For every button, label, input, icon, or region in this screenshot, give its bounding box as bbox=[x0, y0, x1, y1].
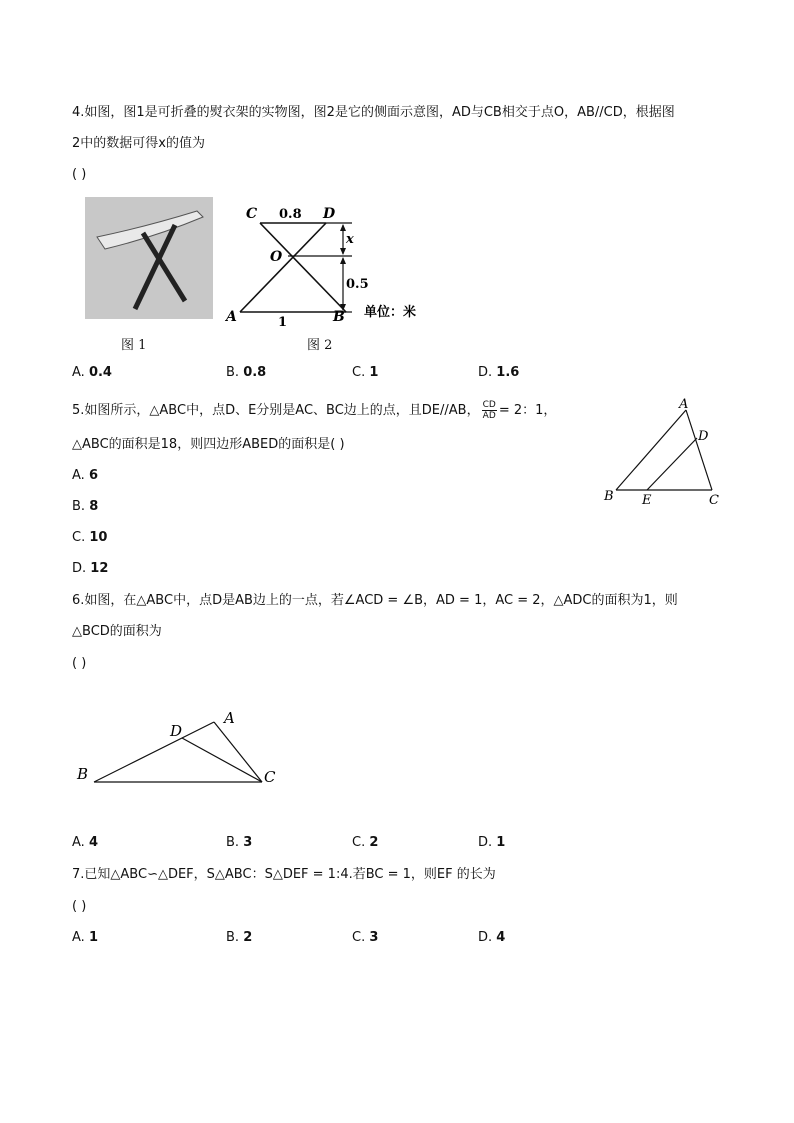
q6-label-D: D bbox=[170, 722, 183, 740]
q4-answer-paren: ( ) bbox=[72, 167, 87, 182]
diagram-label-O: O bbox=[270, 249, 283, 265]
q4-option-d: D. 1.6 bbox=[478, 365, 520, 380]
q5-text-line1-a: 如图所示，△ABC中，点D、E分别是AC、BC边上的点，且DE//AB， bbox=[84, 403, 480, 418]
q6-option-c: C. 2 bbox=[352, 835, 379, 850]
diagram-label-C: C bbox=[246, 206, 258, 222]
q7-option-b: B. 2 bbox=[226, 930, 253, 945]
q5-fraction: $\frac{CD}{AD}$ bbox=[482, 400, 496, 421]
q4-number: 4. bbox=[72, 105, 85, 120]
q4-option-a: A. 0.4 bbox=[72, 365, 112, 380]
q5-stem-line2: △ABC的面积是18，则四边形ABED的面积是( ) bbox=[72, 437, 345, 452]
q5-option-a: A. 6 bbox=[72, 468, 98, 483]
q6-stem-line1 bbox=[72, 592, 678, 610]
q5-label-E: E bbox=[642, 493, 652, 508]
diagram-label-B: B bbox=[333, 309, 345, 325]
q4-stem-line2: 2中的数据可得x的值为 bbox=[72, 136, 205, 151]
diagram-label-top-length: 0.8 bbox=[279, 207, 302, 222]
ironing-board-diagram bbox=[222, 200, 432, 328]
q5-option-c: C. 10 bbox=[72, 530, 108, 545]
q5-label-C: C bbox=[709, 493, 719, 508]
q7-number: 7. bbox=[72, 867, 85, 882]
q7-text-line1: 已知△ABC∽△DEF，S△ABC：S△DEF = 1:4.若BC = 1，则EF 的长为 bbox=[84, 867, 496, 882]
diagram-label-right-length: 0.5 bbox=[346, 277, 369, 292]
q5-number: 5. bbox=[72, 403, 85, 418]
q7-option-c: C. 3 bbox=[352, 930, 379, 945]
fig1-caption: 图 1 bbox=[121, 338, 147, 353]
q6-answer-paren: ( ) bbox=[72, 656, 87, 671]
q5-label-B: B bbox=[604, 489, 614, 504]
q5-option-d: D. 12 bbox=[72, 561, 109, 576]
q4-option-c: C. 1 bbox=[352, 365, 379, 380]
q5-label-D: D bbox=[698, 429, 709, 444]
q7-option-a: A. 1 bbox=[72, 930, 98, 945]
q6-label-B: B bbox=[77, 765, 89, 783]
fig2-caption: 图 2 bbox=[307, 338, 333, 353]
diagram-label-D: D bbox=[323, 206, 336, 222]
q7-answer-paren: ( ) bbox=[72, 899, 87, 914]
q5-option-b: B. 8 bbox=[72, 499, 99, 514]
q7-option-d: D. 4 bbox=[478, 930, 506, 945]
q5-label-A: A bbox=[679, 397, 689, 412]
diagram-label-A: A bbox=[226, 309, 237, 325]
diagram-unit-label: 单位：米 bbox=[364, 305, 417, 320]
q5-text-line1-b: = 2：1， bbox=[498, 403, 557, 418]
diagram-label-bottom-length: 1 bbox=[278, 315, 288, 328]
q6-option-b: B. 3 bbox=[226, 835, 253, 850]
q6-option-d: D. 1 bbox=[478, 835, 506, 850]
q6-number: 6. bbox=[72, 593, 85, 608]
q6-triangle-figure bbox=[72, 704, 292, 794]
q6-label-A: A bbox=[224, 709, 235, 727]
q5-stem-line1 bbox=[72, 400, 556, 421]
q6-stem-line2: △BCD的面积为 bbox=[72, 624, 162, 639]
q4-option-b: B. 0.8 bbox=[226, 365, 267, 380]
ironing-board-photo bbox=[85, 197, 213, 319]
q6-text-line1: 如图，在△ABC中，点D是AB边上的一点，若∠ACD = ∠B，AD = 1，AC = 2，△ADC的面积为1，则 bbox=[84, 593, 678, 608]
q6-option-a: A. 4 bbox=[72, 835, 98, 850]
q5-triangle-figure bbox=[600, 396, 730, 510]
q6-label-C: C bbox=[264, 768, 276, 786]
diagram-label-x: x bbox=[346, 232, 354, 247]
q4-text-line1: 如图，图1是可折叠的熨衣架的实物图，图2是它的侧面示意图，AD与CB相交于点O，AB//CD，根据图 bbox=[84, 105, 675, 120]
q4-stem-line1 bbox=[72, 104, 675, 122]
q7-stem-line1 bbox=[72, 866, 496, 884]
